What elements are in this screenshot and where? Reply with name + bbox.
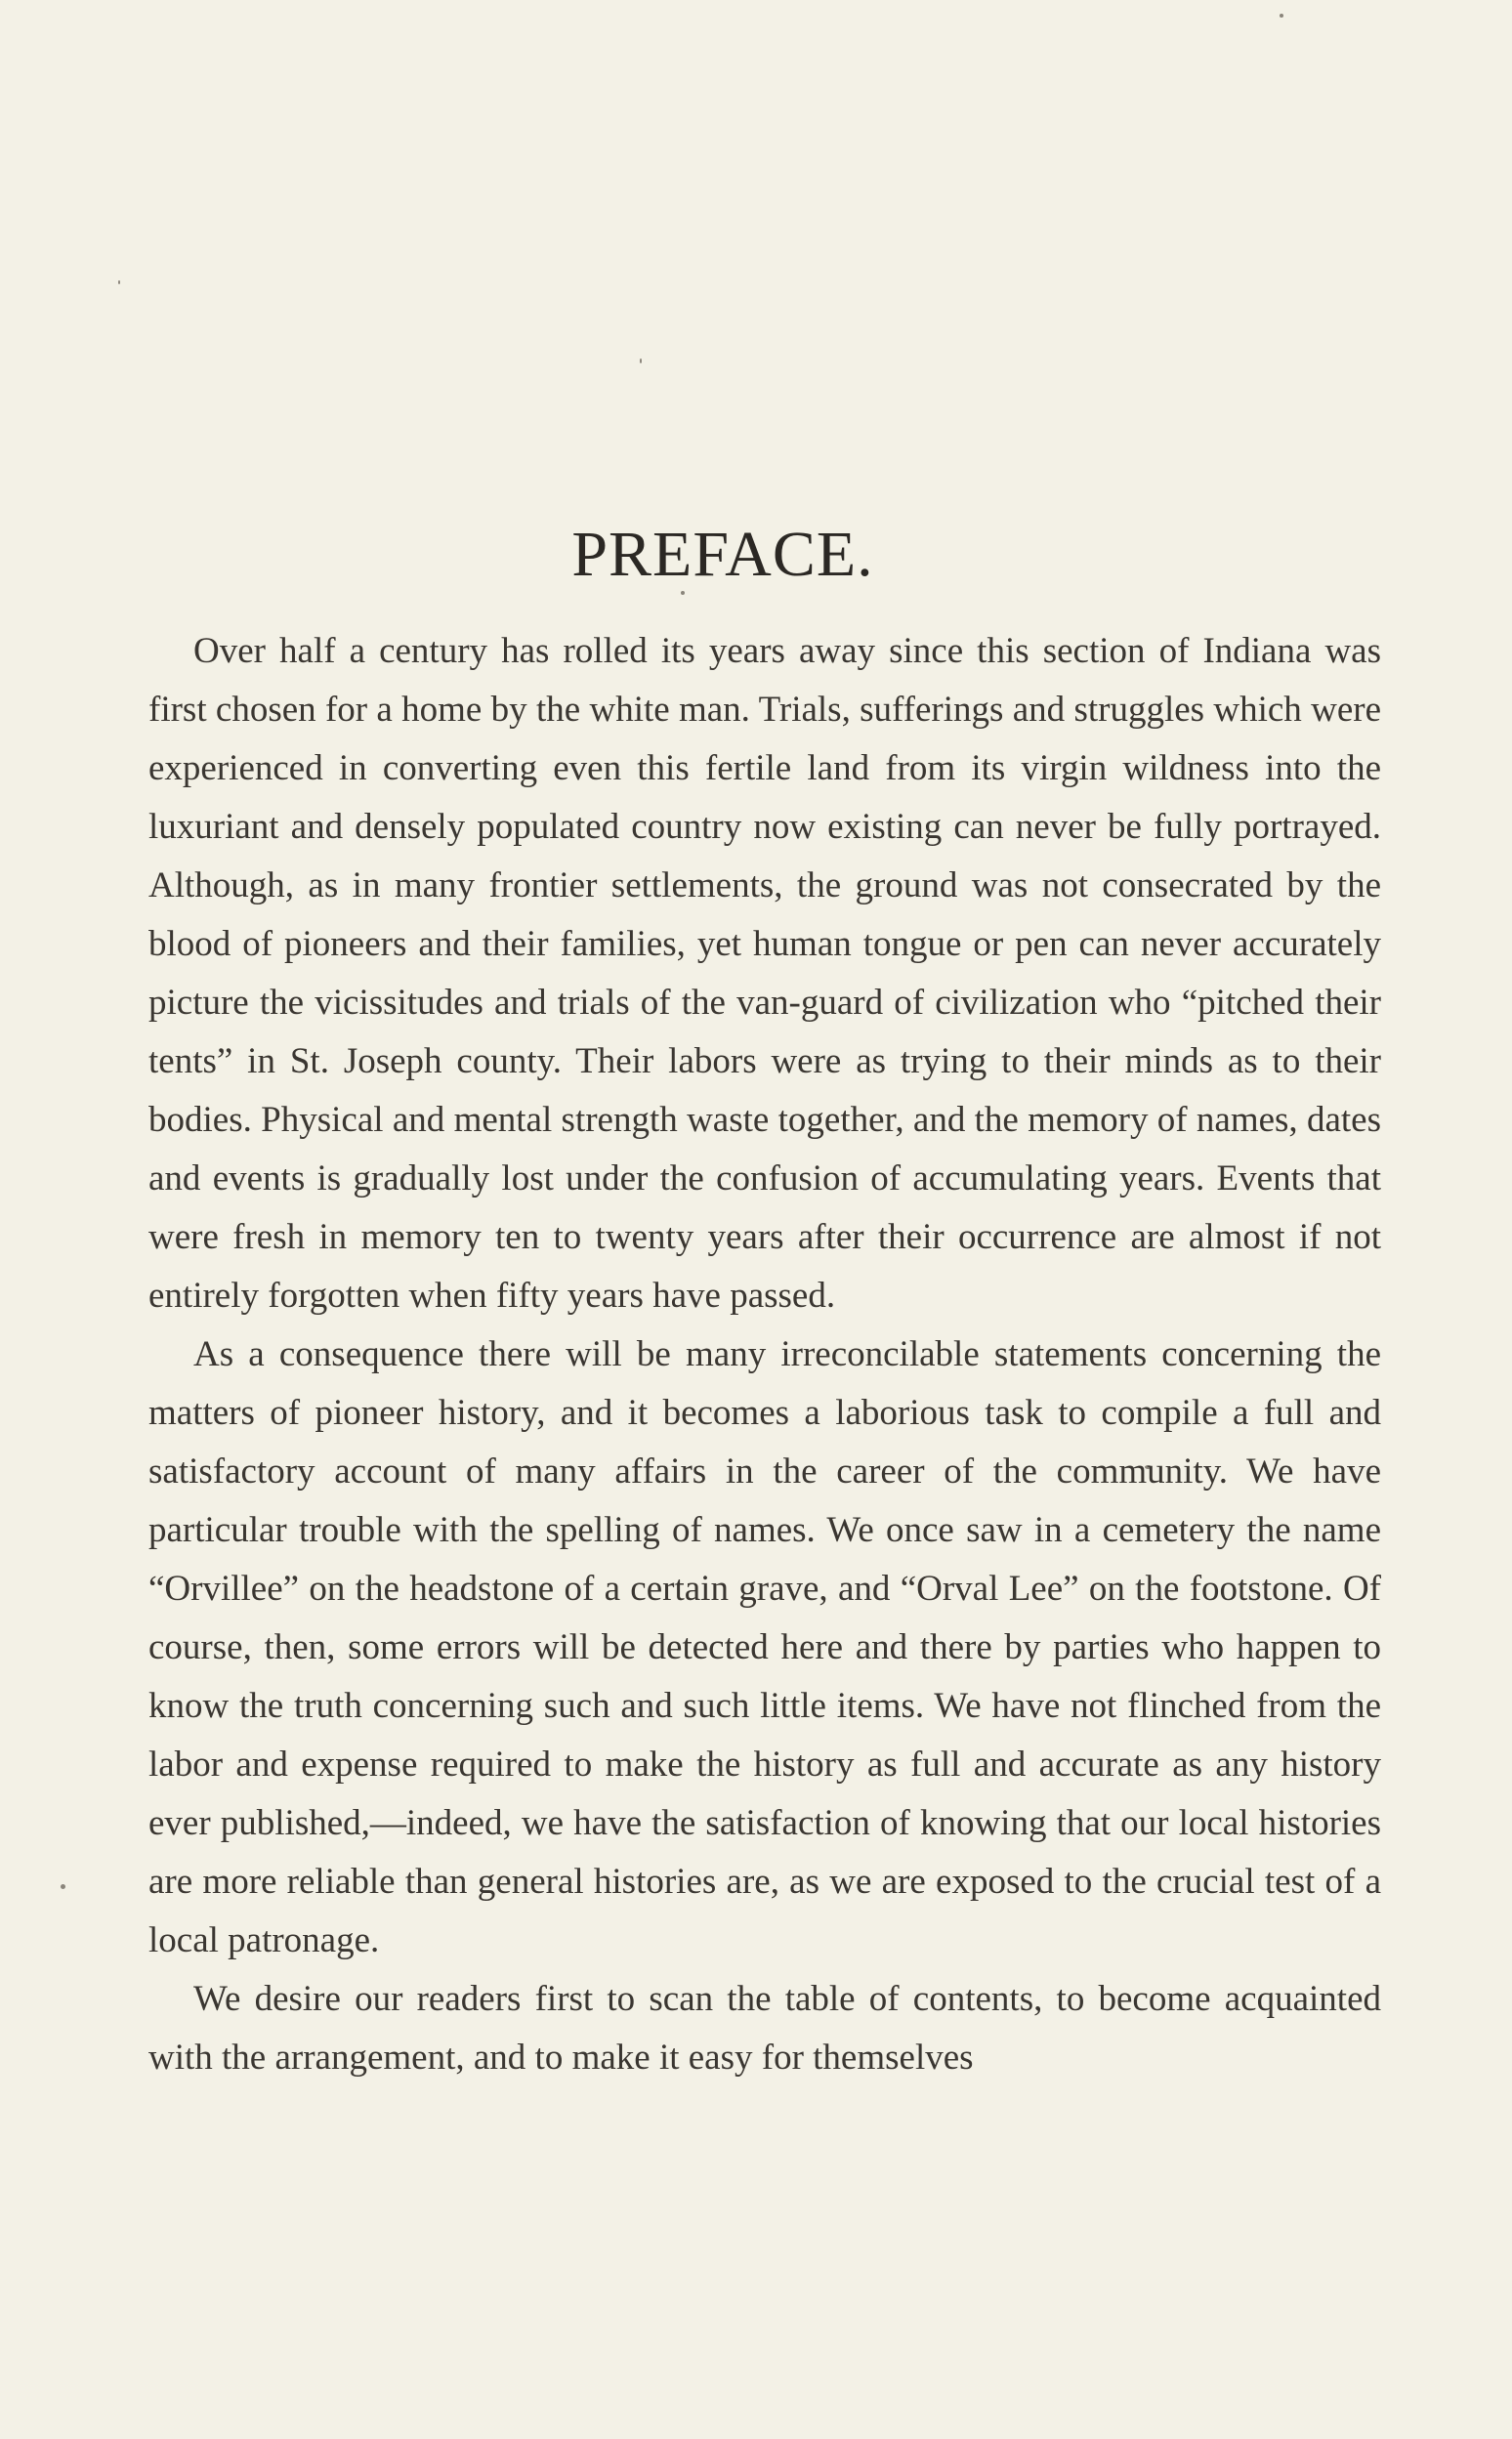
paper-speck: [61, 1884, 65, 1889]
paragraph: We desire our readers first to scan the table of contents, to become acquainted with the arrangement, and to make it easy for themselves: [148, 1979, 1381, 2078]
preface-body: [148, 622, 1381, 2087]
paragraph: Over half a century has rolled its years away since this section of Indiana was first chosen for a home by the white man. Trials, sufferings and struggles which were experienced in converting even this fertile land from its virgin wildness into the luxuriant and densely populated country now existing can never be fully portrayed. Although, as in many frontier settlements, the ground was not consecrated by the blood of pioneers and their families, yet human tongue or pen can never accurately picture the vicissitudes and trials of the van-guard of civilization who “pitched their tents” in St. Joseph county. Their labors were as trying to their minds as to their bodies. Physical and mental strength waste together, and the memory of names, dates and events is gradually lost under the confusion of accumulating years. Events that were fresh in memory ten to twenty years after their occurrence are almost if not entirely forgotten when fifty years have passed.: [148, 631, 1381, 1316]
paragraph: As a consequence there will be many irreconcilable statements concerning the matters of pioneer history, and it becomes a laborious task to compile a full and satisfactory account of many affairs in the career of the community. We have particular trouble with the spelling of names. We once saw in a cemetery the name “Orvillee” on the headstone of a certain grave, and “Orval Lee” on the footstone. Of course, then, some errors will be detected here and there by parties who happen to know the truth concerning such and such little items. We have not flinched from the labor and expense required to make the history as full and accurate as any history ever published,—indeed, we have the satisfaction of knowing that our local histories are more reliable than general histories are, as we are exposed to the crucial test of a local patronage.: [148, 1334, 1381, 1960]
paper-speck: [1280, 14, 1283, 18]
paper-speck: [118, 280, 120, 284]
paper-speck: [640, 358, 642, 363]
page-title: PREFACE.: [571, 519, 874, 590]
